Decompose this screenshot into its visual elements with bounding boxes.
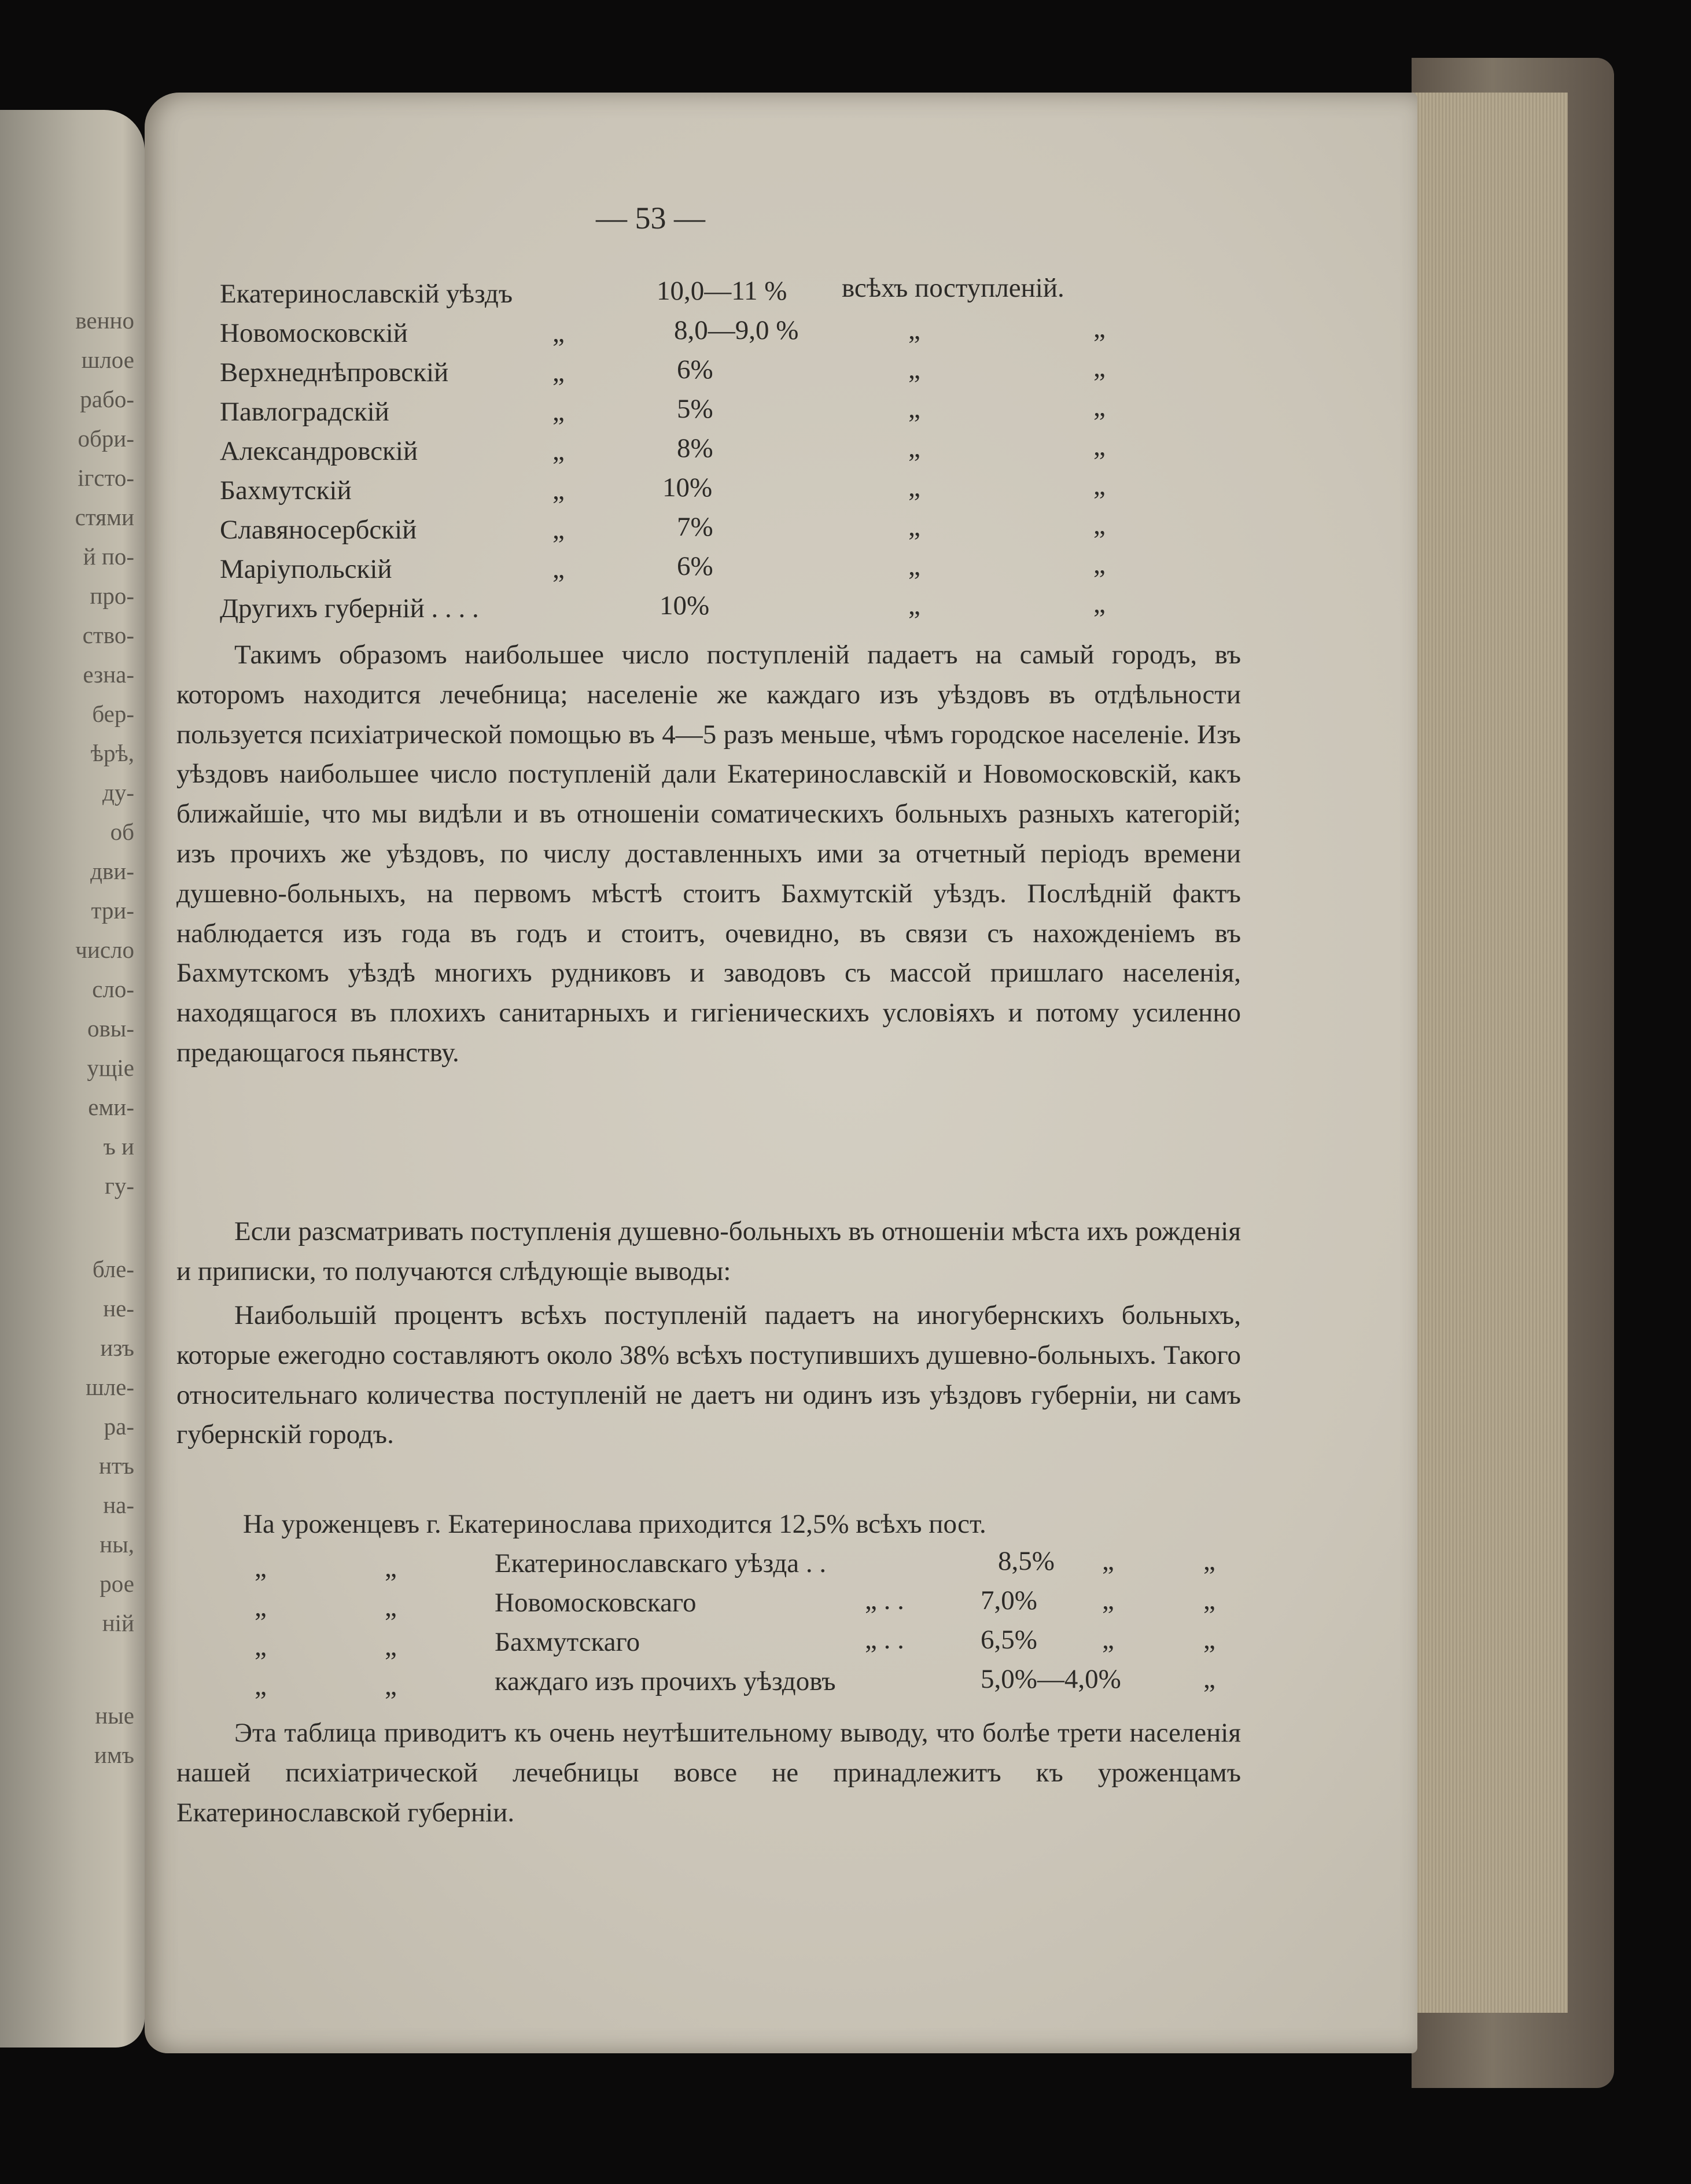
ditto-mark: „	[255, 1671, 267, 1701]
natives-name: каждаго изъ прочихъ уѣздовъ	[495, 1666, 836, 1696]
uezd-value: 10%	[662, 473, 713, 503]
ditto-mark: „	[1093, 510, 1106, 540]
natives-value: 5,0%—4,0%	[981, 1664, 1121, 1694]
uezd-name: Александровскій	[220, 436, 418, 466]
ditto-mark: „	[908, 512, 920, 542]
uezd-value: 8%	[677, 433, 713, 463]
ditto-mark: „	[1093, 392, 1106, 422]
uezd-name: Маріупольскій	[220, 554, 392, 584]
ditto-mark: „	[385, 1592, 397, 1622]
uezd-name: Новомосковскій	[220, 318, 408, 348]
natives-dots: „ . .	[865, 1585, 904, 1615]
ditto-mark: „	[255, 1632, 267, 1662]
uezd-value: 6%	[677, 551, 713, 581]
left-fragment: рое	[100, 1570, 134, 1597]
ditto-mark: „	[552, 357, 565, 388]
ditto-mark: „	[385, 1553, 397, 1583]
uezd-value: 7%	[677, 512, 713, 542]
left-fragment: сло-	[92, 976, 134, 1002]
ditto-mark: „	[552, 475, 565, 506]
left-fragment: ду-	[102, 779, 134, 806]
ditto-mark: „	[552, 554, 565, 584]
ditto-mark: „	[908, 433, 920, 463]
uezd-value: 6%	[677, 355, 713, 385]
left-fragment: бер-	[92, 700, 134, 727]
ditto-mark: „	[1203, 1625, 1215, 1655]
left-fragment: езна-	[83, 661, 134, 688]
left-fragment: ны,	[100, 1531, 134, 1558]
ditto-mark: „	[1093, 431, 1106, 462]
left-fragment: изъ	[100, 1334, 134, 1361]
left-fragment: рабо-	[80, 386, 134, 412]
natives-name: Бахмутскаго	[495, 1627, 640, 1657]
uezd-name: Екатеринославскій уѣздъ	[220, 279, 513, 309]
left-fragment: стями	[75, 504, 134, 530]
paragraph: Если разсматривать поступленія душевно-больныхъ въ отношеніи мѣста ихъ рожденія и приписки, то получаются слѣдующіе выводы:	[176, 1216, 1241, 1286]
page-number: — 53 —	[596, 201, 705, 235]
ditto-mark: „	[908, 355, 920, 385]
natives-first-line: На уроженцевъ г. Екатеринослава приходится 12,5% всѣхъ пост.	[243, 1509, 986, 1539]
left-fragment: имъ	[94, 1742, 134, 1768]
left-fragment: три-	[91, 897, 134, 924]
ditto-mark: „	[1203, 1585, 1215, 1615]
ditto-mark: „	[552, 515, 565, 545]
left-fragment: на-	[103, 1492, 134, 1518]
left-fragment: бле-	[92, 1256, 134, 1282]
ditto-mark: „	[552, 318, 565, 348]
ditto-mark: „	[552, 436, 565, 466]
uezd-name: Бахмутскій	[220, 475, 352, 506]
ditto-mark: „	[1203, 1546, 1215, 1576]
left-fragment: не-	[103, 1295, 134, 1322]
uezd-value: 8,0—9,0 %	[674, 315, 799, 345]
left-fragment: венно	[75, 307, 134, 334]
left-fragment: число	[75, 936, 134, 963]
uezd-value: 10%	[660, 591, 710, 621]
left-fragment: обри-	[78, 425, 134, 452]
ditto-mark: „	[1102, 1585, 1114, 1615]
natives-value: 8,5%	[998, 1546, 1055, 1576]
left-fragment: ущіе	[87, 1054, 134, 1081]
uezd-value: 5%	[677, 394, 713, 424]
ditto-mark: „	[1203, 1664, 1215, 1694]
uezd-name: Славяносербскій	[220, 515, 417, 545]
ditto-mark: „	[1102, 1625, 1114, 1655]
left-fragment: ъ и	[103, 1133, 134, 1160]
left-fragment: гу-	[105, 1172, 134, 1199]
page-stack	[1412, 93, 1568, 2013]
natives-value: 7,0%	[981, 1585, 1037, 1615]
left-fragment: ѣрѣ,	[90, 740, 134, 766]
left-fragment: дви-	[90, 858, 134, 884]
left-fragment: еми-	[88, 1094, 134, 1120]
left-fragment: овы-	[87, 1015, 134, 1042]
left-fragment: ные	[95, 1702, 134, 1729]
ditto-mark: „	[908, 591, 920, 621]
uezd-name: Верхнеднѣпровскій	[220, 357, 449, 388]
natives-name: Екатеринославскаго уѣзда . .	[495, 1548, 827, 1578]
natives-name: Новомосковскаго	[495, 1588, 697, 1618]
ditto-mark: „	[1093, 353, 1106, 383]
ditto-mark: „	[552, 397, 565, 427]
uezd-rest: всѣхъ поступленій.	[842, 273, 1064, 303]
paragraph: Наибольшій процентъ всѣхъ поступленій падаетъ на иногубернскихъ больныхъ, которые ежегодно составляютъ около 38% всѣхъ поступившихъ душевно-больныхъ. Такого относительнаго количества поступленій не даетъ ни одинъ изъ уѣздовъ губерніи, ни самъ губернскій городъ.	[176, 1300, 1241, 1450]
ditto-mark: „	[255, 1592, 267, 1622]
ditto-mark: „	[385, 1632, 397, 1662]
left-fragment: шле-	[86, 1374, 134, 1400]
ditto-mark: „	[908, 394, 920, 424]
ditto-mark: „	[908, 315, 920, 345]
left-fragment: об	[110, 818, 134, 845]
left-fragment: й по-	[83, 543, 134, 570]
ditto-mark: „	[908, 551, 920, 581]
ditto-mark: „	[255, 1553, 267, 1583]
ditto-mark: „	[1093, 471, 1106, 501]
left-fragment: ній	[102, 1610, 134, 1636]
ditto-mark: „	[1102, 1546, 1114, 1576]
uezd-value: 10,0—11 %	[657, 276, 787, 306]
left-fragment: ство-	[82, 622, 134, 648]
left-page	[0, 110, 145, 2048]
ditto-mark: „	[385, 1671, 397, 1701]
ditto-mark: „	[1093, 589, 1106, 619]
ditto-mark: „	[908, 473, 920, 503]
ditto-mark: „	[1093, 549, 1106, 580]
ditto-mark: „	[1093, 313, 1106, 344]
natives-value: 6,5%	[981, 1625, 1037, 1655]
natives-dots: „ . .	[865, 1625, 904, 1655]
uezd-name: Другихъ губерній . . . .	[220, 593, 479, 624]
paragraph: Такимъ образомъ наибольшее число поступленій падаетъ на самый городъ, въ которомъ находится лечебница; населеніе же каждаго изъ уѣздовъ въ отдѣльности пользуется психіатрической помощью въ 4—5 разъ меньше, чѣмъ городское населеніе. Изъ уѣздовъ наибольшее число поступленій дали Екатеринославскій и Новомосковскій, какъ ближайшіе, что мы видѣли и въ отношеніи соматическихъ больныхъ разныхъ категорій; изъ прочихъ же уѣздовъ, по числу доставленныхъ ими за отчетный періодъ времени душевно-больныхъ, на первомъ мѣстѣ стоитъ Бахмутскій уѣздъ. Послѣдній фактъ наблюдается изъ года въ годъ и стоитъ, очевидно, въ связи съ нахожденіемъ въ Бахмутскомъ уѣздѣ многихъ рудниковъ и заводовъ съ массой пришлаго населенія, находящагося въ плохихъ санитарныхъ и гигіеническихъ условіяхъ и потому усиленно предающагося пьянству.	[176, 640, 1241, 1068]
left-fragment: нтъ	[98, 1452, 134, 1479]
left-fragment: ра-	[104, 1413, 134, 1440]
left-fragment: про-	[90, 582, 134, 609]
left-fragment: ігсто-	[78, 464, 134, 491]
paragraph: Эта таблица приводитъ къ очень неутѣшительному выводу, что болѣе трети населенія нашей психіатрической лечебницы вовсе не принадлежитъ къ уроженцамъ Екатеринославской губерніи.	[176, 1718, 1241, 1828]
left-fragment: шлое	[81, 346, 134, 373]
uezd-name: Павлоградскій	[220, 397, 389, 427]
